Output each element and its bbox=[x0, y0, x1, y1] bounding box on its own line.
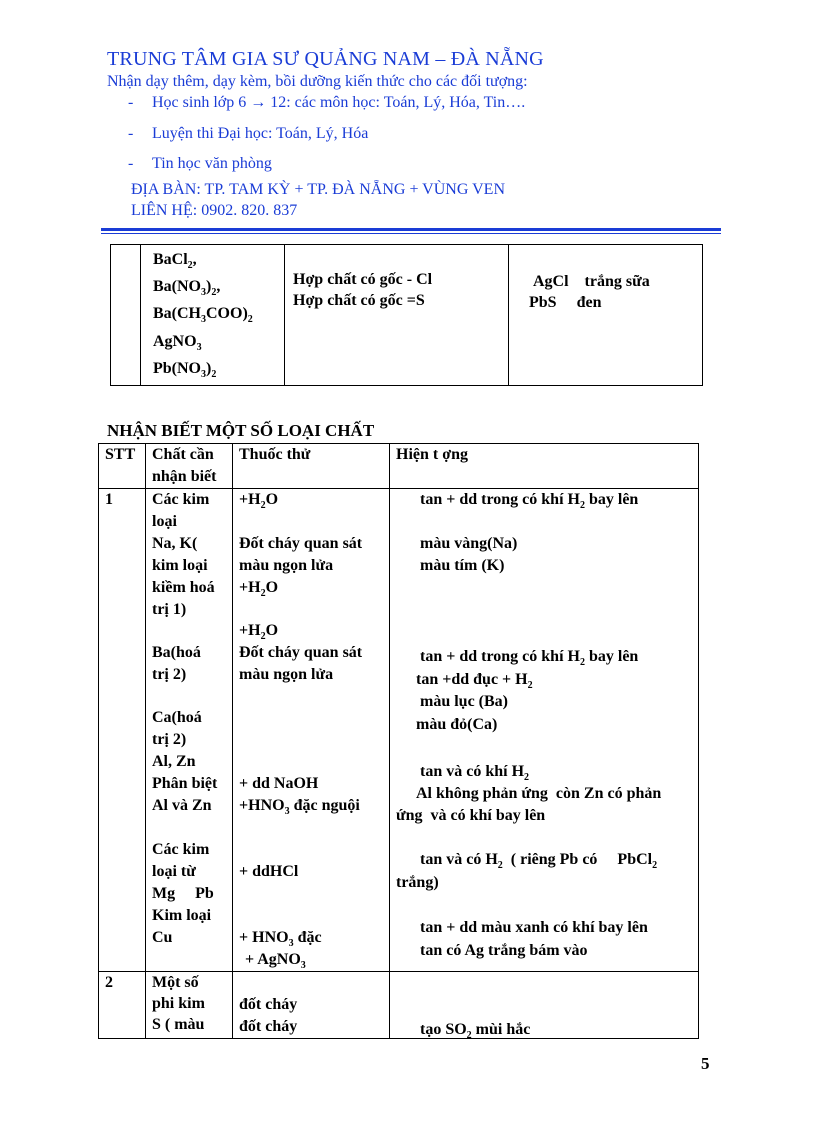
table-row bbox=[99, 489, 699, 972]
result-cell: AgCl trắng sữa PbS đen bbox=[509, 245, 703, 386]
table-row bbox=[99, 972, 699, 1039]
table-header-row bbox=[99, 444, 699, 489]
dash-bullet: - bbox=[128, 155, 134, 172]
row-stt: 2 bbox=[99, 972, 146, 1039]
center-title: TRUNG TÂM GIA SƯ QUẢNG NAM – ĐÀ NẴNG bbox=[107, 48, 544, 70]
page-number: 5 bbox=[701, 1054, 710, 1073]
center-subtitle: Nhận dạy thêm, dạy kèm, bồi dưỡng kiến thức cho các đối tượng: bbox=[107, 73, 528, 90]
identification-table bbox=[98, 443, 699, 1042]
header-rule-thin bbox=[101, 233, 721, 234]
header-rule-thick bbox=[101, 228, 721, 231]
header-stt: STT bbox=[99, 444, 146, 489]
row-substances: Một số phi kim S ( màu bbox=[146, 972, 233, 1039]
target-cell: Hợp chất có gốc - Cl Hợp chất có gốc =S bbox=[285, 245, 509, 386]
service-item: - Luyện thi Đại học: Toán, Lý, Hóa bbox=[128, 125, 369, 142]
header-phenomenon: Hiện t ợng bbox=[390, 444, 699, 489]
blank-cell bbox=[111, 245, 141, 386]
dash-bullet: - bbox=[128, 94, 134, 111]
dash-bullet: - bbox=[128, 125, 134, 142]
row-substances: Các kim loại Na, K( kim loại kiềm hoá trị 1) Ba(hoá trị 2) Ca(hoá trị 2) Al, Zn Phân biệt Al và Zn Các kim loại từ Mg Pb Kim loại Cu bbox=[146, 489, 233, 972]
row-stt: 1 bbox=[99, 489, 146, 972]
row-phenomena: tạo $SO_2$ mùi hắc bbox=[390, 972, 699, 1039]
header-reagent: Thuốc thử bbox=[233, 444, 390, 489]
service-area: ĐỊA BÀN: TP. TAM KỲ + TP. ĐÀ NẴNG + VÙNG VEN bbox=[131, 181, 505, 198]
continued-table bbox=[110, 244, 703, 386]
service-item: - Học sinh lớp 6 → 12: các môn học: Toán, Lý, Hóa, Tin…. bbox=[128, 94, 526, 111]
row-reagents: đốt cháy đốt cháy bbox=[233, 972, 390, 1039]
row-phenomena: tan + dd trong có khí $H_2$ bay lên màu vàng(Na) màu tím (K) tan + dd trong có khí $H_2$ bay lên tan +dd đục + $H_2$ màu lục (Ba) màu đỏ(Ca) tan và có khí $H_2$ Al không phản ứng còn Zn có phản ứng và có khí bay lên tan và có $H_2$ ( riêng Pb có PbCl$_2$ trắng) tan + dd màu xanh có khí bay lên tan có Ag trắng bám vào bbox=[390, 489, 699, 972]
row-reagents: $+H_2O$ Đốt cháy quan sát màu ngọn lửa $+H_2O$ $+H_2O$ Đốt cháy quan sát màu ngọn lửa + dd NaOH $+HNO_3$ đặc nguội + ddHCl + $HNO_3$ đặc + AgNO$_3$ bbox=[233, 489, 390, 972]
services-list bbox=[128, 94, 525, 173]
contact-line: LIÊN HỆ: 0902. 820. 837 bbox=[131, 202, 298, 219]
section-title: NHẬN BIẾT MỘT SỐ LOẠI CHẤT bbox=[107, 421, 375, 440]
service-item: - Tin học văn phòng bbox=[128, 155, 272, 172]
reagent-cell: BaCl$_2$, $Ba(NO_3)_2$, $Ba(CH_3COO)_2$ AgNO$_3$ $Pb(NO_3)_2$ bbox=[141, 245, 285, 386]
header-substance: Chất cần nhận biết bbox=[146, 444, 233, 489]
